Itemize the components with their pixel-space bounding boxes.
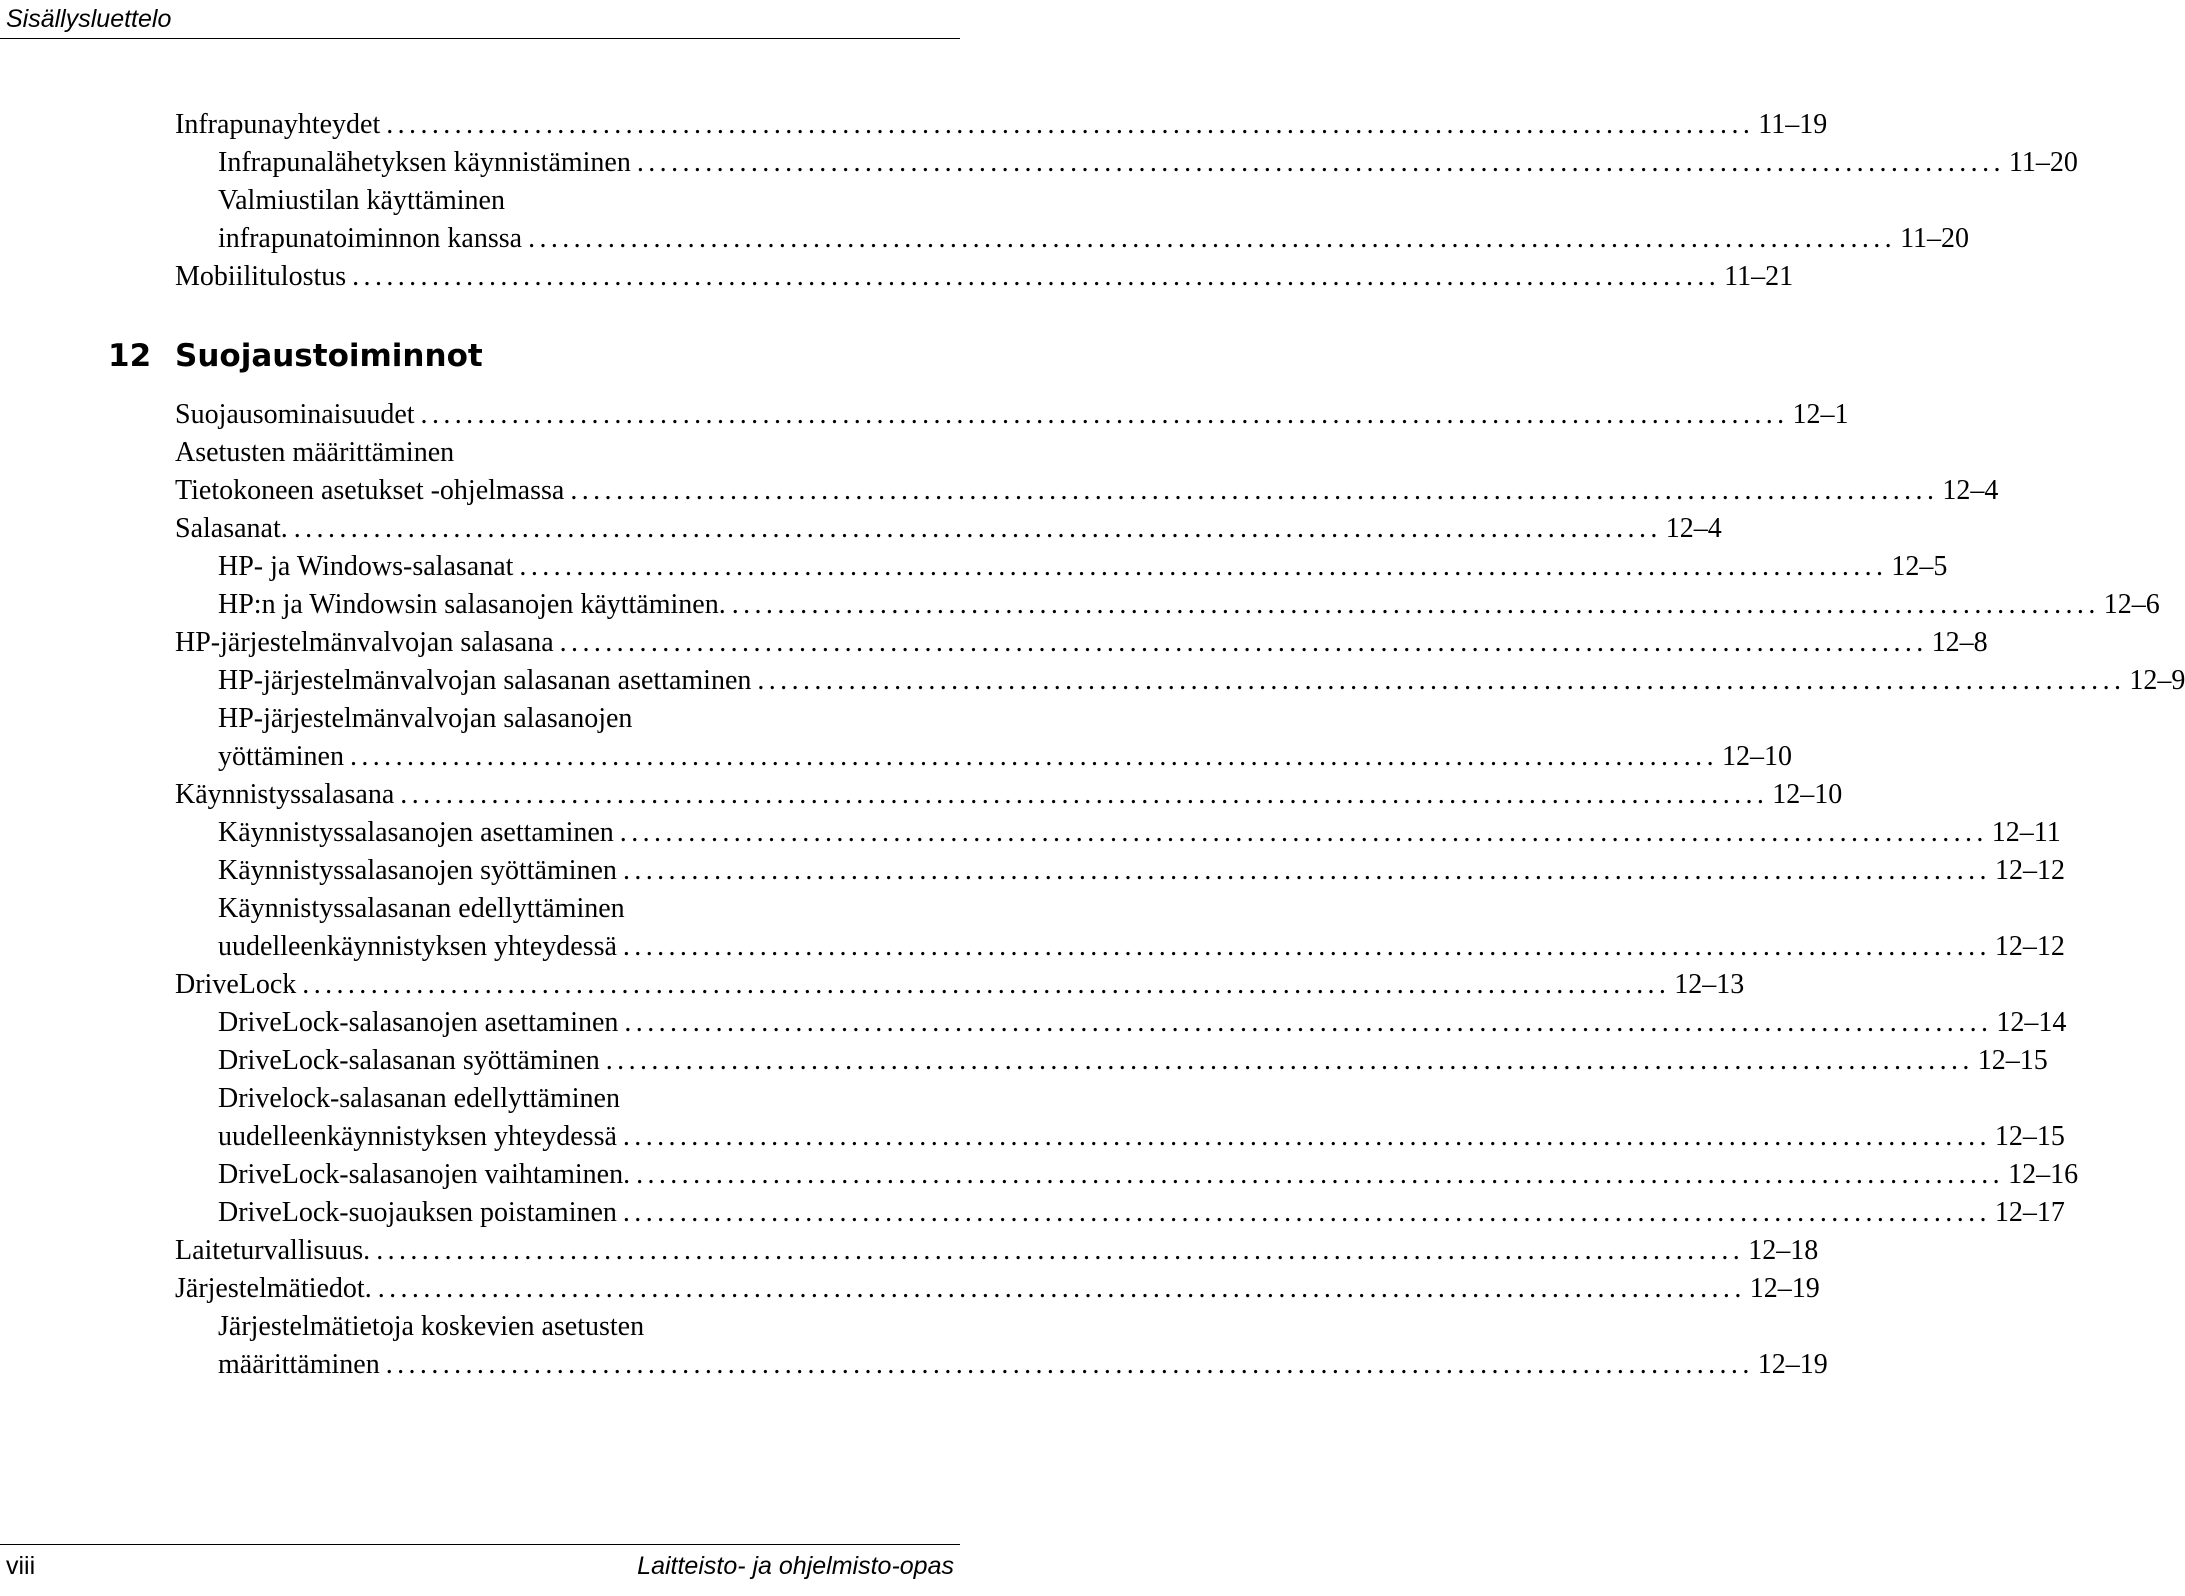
- toc-page-ref: 12–13: [1674, 969, 1745, 1000]
- dot-leader: ........................................................................................................................: [293, 513, 1662, 544]
- toc-page-ref: 12–10: [1721, 741, 1792, 772]
- dot-leader: ........................................................................................................................: [519, 551, 1888, 582]
- toc-entry-text: uudelleenkäynnistyksen yhteydessä: [218, 1121, 617, 1152]
- toc-entry[interactable]: [218, 854, 2065, 888]
- toc-entry-text: Infrapunayhteydet: [175, 109, 381, 140]
- toc-entry-text: Salasanat.: [175, 513, 288, 544]
- toc-entry-text: Laiteturvallisuus.: [175, 1235, 371, 1266]
- dot-leader: ........................................................................................................................: [420, 399, 1789, 430]
- toc-entry[interactable]: [218, 1120, 2065, 1154]
- toc-entry-text: Valmiustilan käyttäminen: [218, 185, 505, 216]
- toc-page-ref: 12–8: [1931, 627, 1988, 658]
- toc-page-ref: 12–15: [1994, 1121, 2065, 1152]
- dot-leader: ........................................................................................................................: [400, 779, 1769, 810]
- dot-leader: ........................................................................................................................: [757, 665, 2126, 696]
- toc-entry-text: yöttäminen: [218, 741, 344, 772]
- toc-entry[interactable]: [218, 1196, 2065, 1230]
- toc-entry[interactable]: [175, 1272, 1820, 1306]
- toc-entry-text: HP- ja Windows-salasanat: [218, 551, 514, 582]
- dot-leader: ........................................................................................................................: [624, 1007, 1993, 1038]
- dot-leader: ........................................................................................................................: [570, 475, 1939, 506]
- toc-page-ref: 12–12: [1994, 931, 2065, 962]
- dot-leader: ........................................................................................................................: [352, 261, 1721, 292]
- toc-page-ref: 11–20: [1900, 223, 1970, 254]
- dot-leader: ........................................................................................................................: [622, 1121, 1991, 1152]
- toc-page-ref: 12–6: [2103, 589, 2160, 620]
- dot-leader: ........................................................................................................................: [376, 1235, 1745, 1266]
- dot-leader: ........................................................................................................................: [377, 1273, 1746, 1304]
- toc-page-ref: 12–17: [1994, 1197, 2065, 1228]
- footer-rule: [0, 1544, 960, 1545]
- dot-leader: ........................................................................................................................: [619, 817, 1988, 848]
- toc-entry-text: infrapunatoiminnon kanssa: [218, 223, 523, 254]
- toc-entry[interactable]: [218, 588, 2160, 622]
- toc-entry[interactable]: [175, 108, 1828, 142]
- toc-page-ref: 12–9: [2129, 665, 2185, 696]
- toc-entry[interactable]: [218, 1082, 956, 1116]
- toc-entry[interactable]: [218, 664, 2185, 698]
- toc-entry[interactable]: [218, 1310, 956, 1344]
- toc-page-ref: 12–19: [1757, 1349, 1828, 1380]
- toc-page-ref: 12–19: [1749, 1273, 1820, 1304]
- toc-entry[interactable]: [175, 260, 1794, 294]
- toc-entry[interactable]: [218, 550, 1948, 584]
- dot-leader: ........................................................................................................................: [528, 223, 1897, 254]
- dot-leader: ........................................................................................................................: [559, 627, 1928, 658]
- toc-entry[interactable]: [175, 626, 1988, 660]
- running-header-title: Sisällysluettelo: [6, 5, 172, 33]
- toc-entry-text: uudelleenkäynnistyksen yhteydessä: [218, 931, 617, 962]
- toc-entry-text: Järjestelmätiedot.: [175, 1273, 372, 1304]
- toc-entry[interactable]: [218, 1158, 2079, 1192]
- toc-entry-text: DriveLock: [175, 969, 297, 1000]
- toc-entry-text: HP-järjestelmänvalvojan salasanojen: [218, 703, 633, 734]
- toc-entry-text: Käynnistyssalasanojen syöttäminen: [218, 855, 617, 886]
- toc-entry-text: DriveLock-salasanan syöttäminen: [218, 1045, 600, 1076]
- toc-entry[interactable]: [175, 436, 956, 470]
- dot-leader: ........................................................................................................................: [622, 855, 1991, 886]
- chapter-title: Suojaustoiminnot: [175, 338, 483, 374]
- toc-page-ref: 12–15: [1977, 1045, 2048, 1076]
- toc-entry[interactable]: [218, 816, 2061, 850]
- toc-entry-text: Infrapunalähetyksen käynnistäminen: [218, 147, 631, 178]
- dot-leader: ........................................................................................................................: [622, 1197, 1991, 1228]
- footer-page-number: viii: [6, 1552, 36, 1580]
- toc-entry-text: Asetusten määrittäminen: [175, 437, 455, 468]
- toc-entry[interactable]: [218, 702, 956, 736]
- dot-leader: ........................................................................................................................: [386, 109, 1755, 140]
- toc-entry-text: Käynnistyssalasanan edellyttäminen: [218, 893, 625, 924]
- toc-page-ref: 12–10: [1772, 779, 1843, 810]
- toc-entry[interactable]: [218, 184, 956, 218]
- toc-entry[interactable]: [175, 968, 1745, 1002]
- toc-entry[interactable]: [175, 512, 1722, 546]
- toc-entry-text: Tietokoneen asetukset -ohjelmassa: [175, 475, 565, 506]
- toc-page-ref: 12–16: [2008, 1159, 2079, 1190]
- toc-entry-text: määrittäminen: [218, 1349, 380, 1380]
- dot-leader: ........................................................................................................................: [349, 741, 1718, 772]
- toc-entry[interactable]: [175, 474, 1999, 508]
- toc-page-ref: 12–1: [1792, 399, 1849, 430]
- toc-entry[interactable]: [218, 1348, 1828, 1382]
- dot-leader: ........................................................................................................................: [302, 969, 1671, 1000]
- toc-entry[interactable]: [218, 222, 1970, 256]
- toc-entry-text: Käynnistyssalasana: [175, 779, 395, 810]
- dot-leader: ........................................................................................................................: [636, 1159, 2005, 1190]
- toc-entry[interactable]: [218, 146, 2078, 180]
- toc-entry[interactable]: [175, 1234, 1819, 1268]
- toc-entry-text: DriveLock-salasanojen asettaminen: [218, 1007, 619, 1038]
- toc-page-ref: 12–5: [1891, 551, 1948, 582]
- toc-entry[interactable]: [218, 1006, 2067, 1040]
- toc-page-ref: 11–20: [2008, 147, 2078, 178]
- dot-leader: ........................................................................................................................: [622, 931, 1991, 962]
- toc-entry-text: Suojausominaisuudet: [175, 399, 415, 430]
- toc-page-ref: 12–12: [1994, 855, 2065, 886]
- toc-page-ref: 11–21: [1724, 261, 1794, 292]
- toc-page-ref: 12–4: [1942, 475, 1999, 506]
- toc-page-ref: 12–11: [1991, 817, 2061, 848]
- toc-entry-text: HP-järjestelmänvalvojan salasana: [175, 627, 554, 658]
- toc-page-ref: 12–14: [1996, 1007, 2067, 1038]
- toc-entry-text: DriveLock-suojauksen poistaminen: [218, 1197, 617, 1228]
- dot-leader: ........................................................................................................................: [385, 1349, 1754, 1380]
- toc-entry[interactable]: [218, 1044, 2048, 1078]
- toc-entry[interactable]: [218, 930, 2065, 964]
- toc-page-ref: 12–18: [1748, 1235, 1819, 1266]
- toc-entry[interactable]: [218, 740, 1792, 774]
- toc-entry[interactable]: [218, 892, 956, 926]
- toc-entry-text: HP-järjestelmänvalvojan salasanan asettaminen: [218, 665, 752, 696]
- toc-entry-text: DriveLock-salasanojen vaihtaminen.: [218, 1159, 631, 1190]
- chapter-number: 12: [108, 338, 152, 374]
- toc-entry-text: Mobiilitulostus: [175, 261, 347, 292]
- toc-entry-text: Järjestelmätietoja koskevien asetusten: [218, 1311, 645, 1342]
- toc-page-ref: 11–19: [1758, 109, 1828, 140]
- toc-entry[interactable]: [175, 778, 1843, 812]
- dot-leader: ........................................................................................................................: [605, 1045, 1974, 1076]
- toc-entry-text: Käynnistyssalasanojen asettaminen: [218, 817, 614, 848]
- chapter-heading[interactable]: [108, 334, 483, 378]
- footer-doc-title: Laitteisto- ja ohjelmisto-opas: [637, 1552, 954, 1580]
- toc-entry-text: Drivelock-salasanan edellyttäminen: [218, 1083, 620, 1114]
- toc-entry-text: HP:n ja Windowsin salasanojen käyttäminen.: [218, 589, 726, 620]
- dot-leader: ........................................................................................................................: [636, 147, 2005, 178]
- toc-entry[interactable]: [175, 398, 1849, 432]
- dot-leader: ........................................................................................................................: [731, 589, 2100, 620]
- toc-page-ref: 12–4: [1665, 513, 1722, 544]
